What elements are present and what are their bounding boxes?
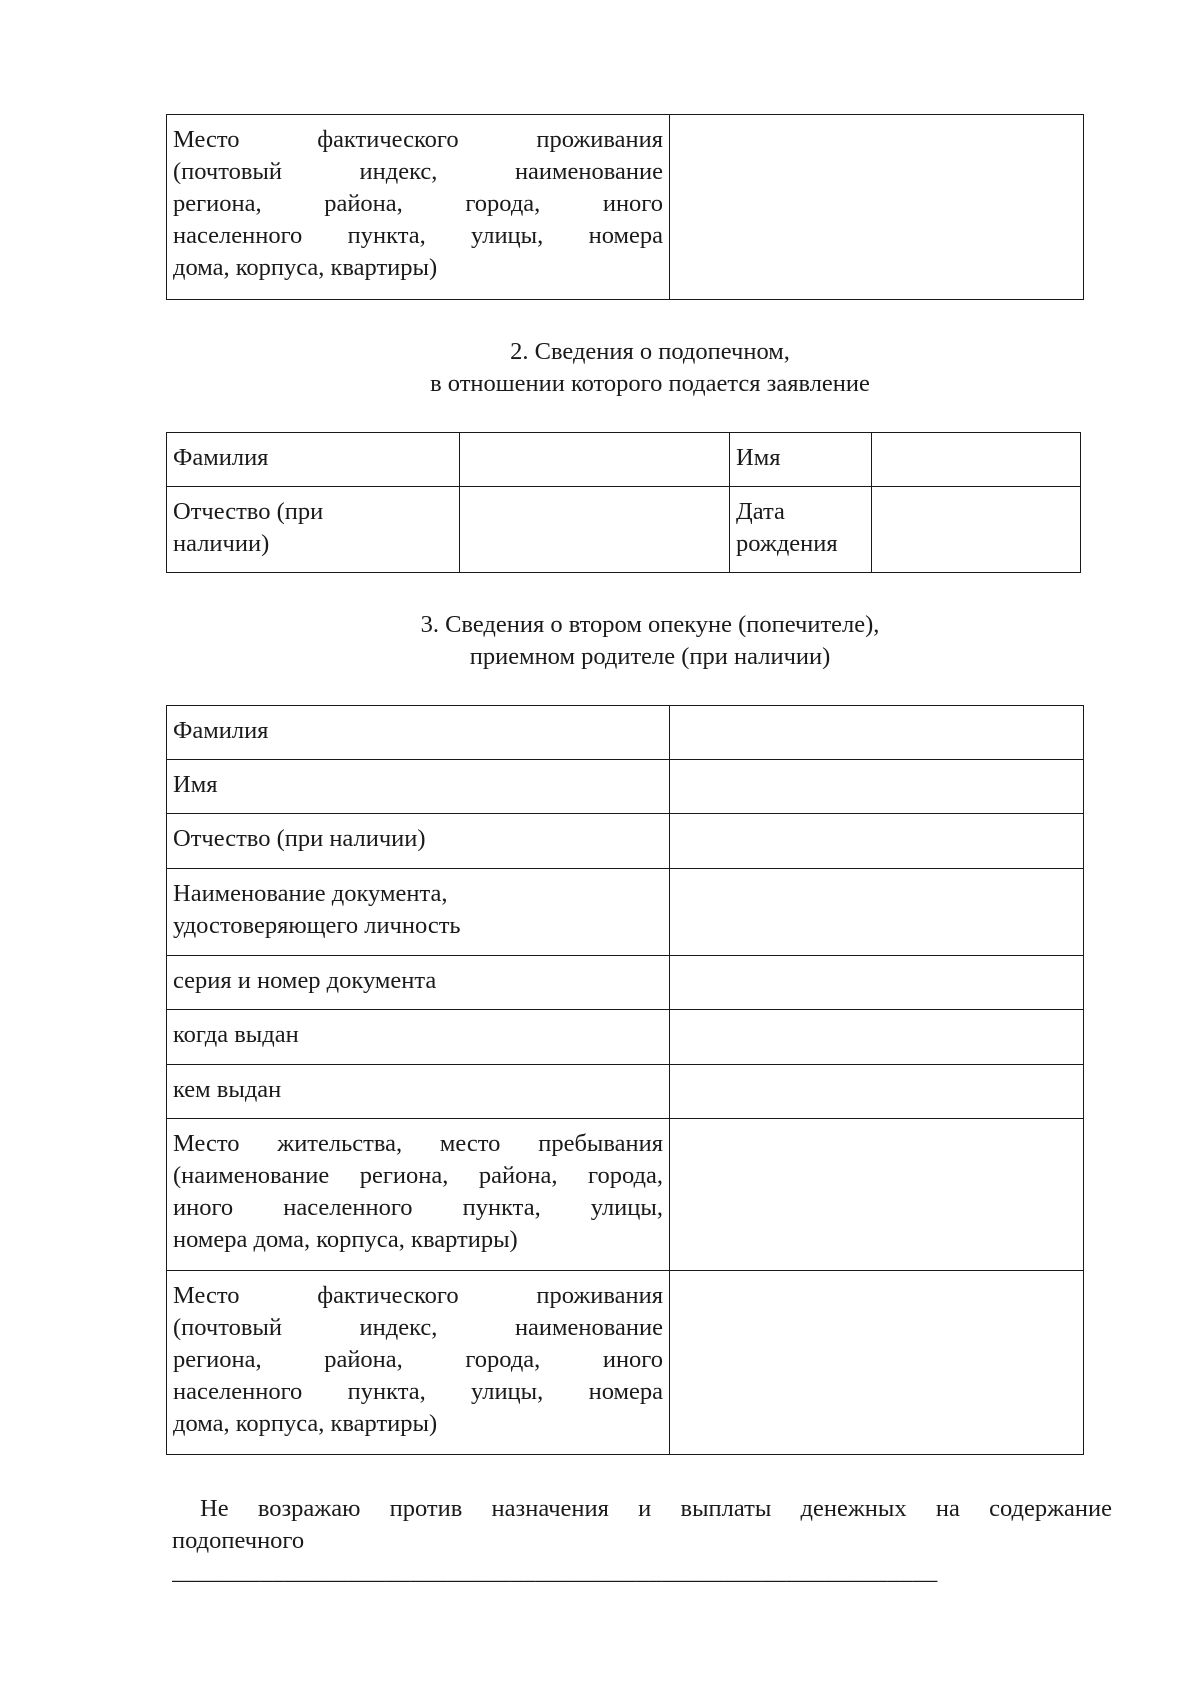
consent-line2: подопечного: [172, 1527, 305, 1554]
guardian-issued-by-field[interactable]: [670, 1065, 1084, 1119]
guardian-doc-number-field[interactable]: [670, 956, 1084, 1010]
section-2-heading-line2: в отношении которого подается заявление: [430, 370, 870, 397]
section-2-heading-line1: 2. Сведения о подопечном,: [510, 338, 790, 365]
guardian-patronymic-label: Отчество (при наличии): [167, 814, 670, 869]
guardian-id-document-label-line: Наименование документа,: [173, 880, 448, 907]
residence-label-cell: [167, 115, 670, 300]
guardian-actual-residence-field[interactable]: [670, 1271, 1084, 1455]
ward-birthdate-label-line1: Дата: [736, 498, 785, 525]
guardian-actual-residence-label-line: Место фактического проживания: [173, 1282, 663, 1309]
section-2-heading: [0, 336, 1200, 400]
guardian-issued-date-label: когда выдан: [167, 1010, 670, 1065]
guardian-registration-label-line: Место жительства, место пребывания: [173, 1130, 663, 1157]
consent-paragraph: [172, 1493, 1112, 1557]
ward-birthdate-label: [730, 487, 872, 573]
guardian-actual-residence-label-line: населенного пункта, улицы, номера: [173, 1378, 663, 1405]
residence-table: [166, 114, 1084, 300]
ward-birthdate-label-line2: рождения: [736, 530, 838, 557]
guardian-id-document-field[interactable]: [670, 869, 1084, 956]
ward-name-label: Имя: [730, 433, 872, 487]
guardian-actual-residence-label-line: региона, района, города, иного: [173, 1346, 663, 1373]
ward-patronymic-label: [167, 487, 460, 573]
consent-line1: Не возражаю против назначения и выплаты денежных на содержание: [200, 1495, 1112, 1522]
guardian-actual-residence-label-line: дома, корпуса, квартиры): [173, 1410, 438, 1437]
guardian-doc-number-label: серия и номер документа: [167, 956, 670, 1010]
guardian-surname-label: Фамилия: [167, 706, 670, 760]
guardian-surname-field[interactable]: [670, 706, 1084, 760]
guardian-issued-date-field[interactable]: [670, 1010, 1084, 1065]
guardian-issued-by-label: кем выдан: [167, 1065, 670, 1119]
ward-patronymic-label-line2: наличии): [173, 530, 270, 557]
residence-value-field[interactable]: [670, 115, 1084, 300]
guardian-registration-field[interactable]: [670, 1119, 1084, 1271]
section-3-heading-line1: 3. Сведения о втором опекуне (попечителе),: [420, 611, 880, 638]
guardian-actual-residence-label: [167, 1271, 670, 1455]
guardian-registration-label-line: (наименование региона, района, города,: [173, 1162, 663, 1189]
guardian-patronymic-field[interactable]: [670, 814, 1084, 869]
section-3-heading-line2: приемном родителе (при наличии): [469, 643, 831, 670]
ward-birthdate-field[interactable]: [872, 487, 1081, 573]
section-3-heading: [0, 609, 1200, 673]
ward-surname-field[interactable]: [460, 433, 730, 487]
guardian-name-field[interactable]: [670, 760, 1084, 814]
guardian-actual-residence-label-line: (почтовый индекс, наименование: [173, 1314, 663, 1341]
residence-label-line: Место фактического проживания: [173, 126, 663, 153]
ward-patronymic-label-line1: Отчество (при: [173, 498, 324, 525]
residence-label-line: населенного пункта, улицы, номера: [173, 222, 663, 249]
guardian-registration-label: [167, 1119, 670, 1271]
ward-name-field[interactable]: [872, 433, 1081, 487]
second-guardian-table: [166, 705, 1084, 1455]
ward-table: [166, 432, 1081, 573]
ward-patronymic-field[interactable]: [460, 487, 730, 573]
guardian-id-document-label: [167, 869, 670, 956]
guardian-name-label: Имя: [167, 760, 670, 814]
residence-label-line: (почтовый индекс, наименование: [173, 158, 663, 185]
residence-label-line: региона, района, города, иного: [173, 190, 663, 217]
ward-surname-label: Фамилия: [167, 433, 460, 487]
guardian-id-document-label-line: удостоверяющего личность: [173, 912, 461, 939]
guardian-registration-label-line: номера дома, корпуса, квартиры): [173, 1226, 518, 1253]
guardian-registration-label-line: иного населенного пункта, улицы,: [173, 1194, 663, 1221]
residence-label-line: дома, корпуса, квартиры): [173, 254, 438, 281]
signature-line[interactable]: _____________________________________________________________: [172, 1558, 938, 1585]
